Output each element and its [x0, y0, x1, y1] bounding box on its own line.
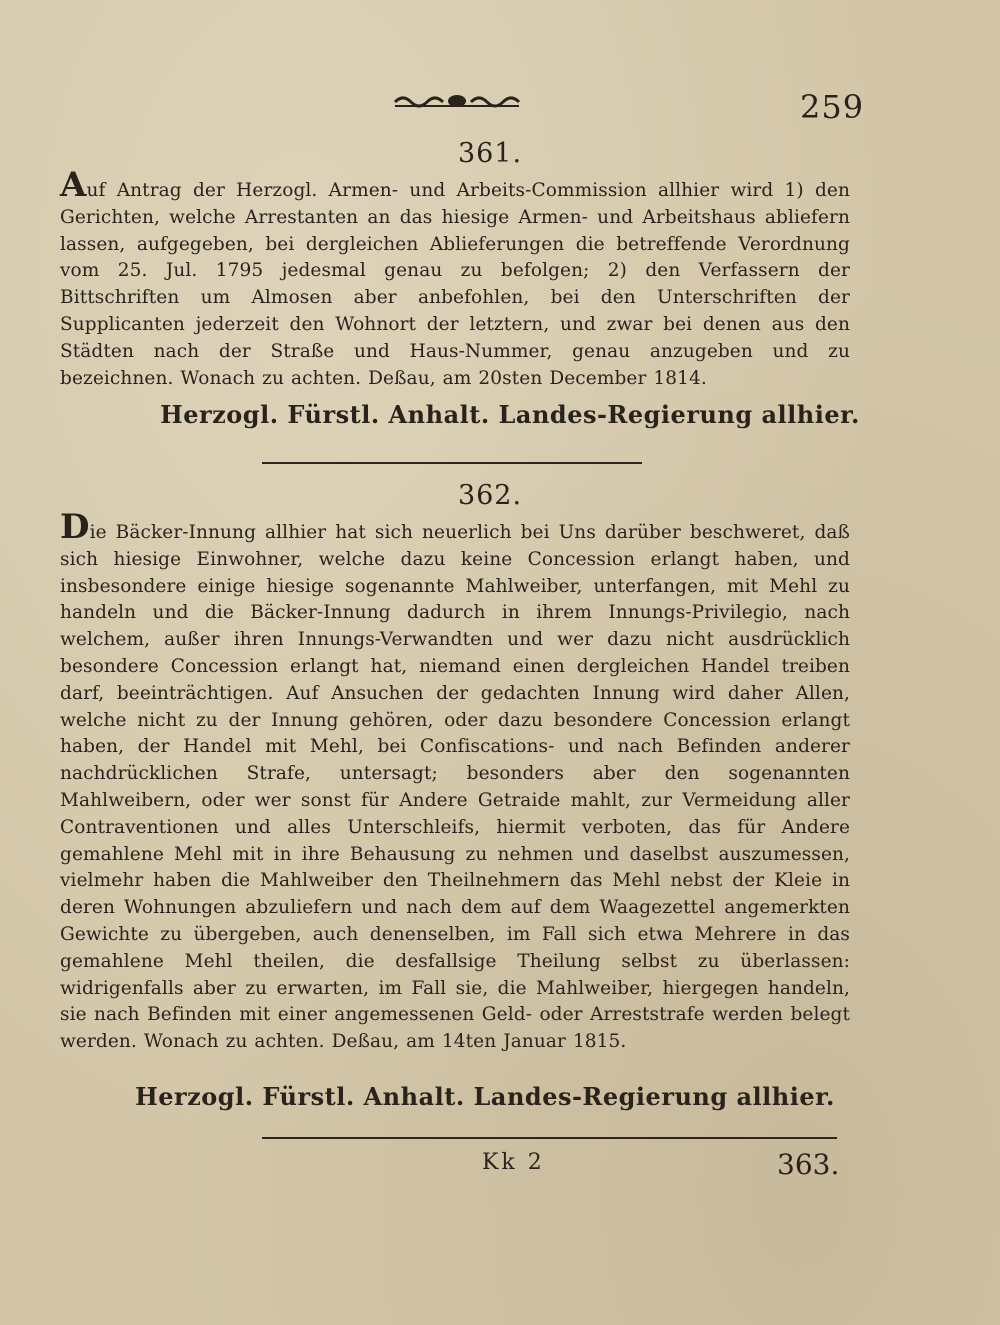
signature-mark: Kk 2	[482, 1150, 545, 1175]
entry-body: ie Bäcker-Innung allhier hat sich neuerlich bei Uns darüber beschweret, daß sich hiesige Einwohner, welche dazu keine Concession erlangt haben, und insbesondere einige hiesige sogenannte Mahlweiber, unterfangen, mit Mehl zu handeln und die Bäcker-Innung dadurch in ihrem Innungs-Privilegio, nach welchem, außer ihren Innungs-Verwandten und wer dazu nicht ausdrücklich besondere Concession erlangt hat, niemand einen dergleichen Handel treiben darf, beeinträchtigen. Auf Ansuchen der gedachten Innung wird daher Allen, welche nicht zu der Innung gehören, oder dazu besondere Concession erlangt haben, der Handel mit Mehl, bei Confiscations- und nach Befinden anderer nachdrücklichen Strafe, untersagt; besonders aber den sogenannten Mahlweibern, oder wer sonst für Andere Getraide mahlt, zur Vermeidung aller Contraventionen und alles Unterschleifs, hiermit verboten, das für Andere gemahlene Mehl mit in ihre Behausung zu nehmen und daselbst auszumessen, vielmehr haben die Mahlweiber den Theilnehmern das Mehl nebst der Kleie in deren Wohnungen abzuliefern und nach dem auf dem Waagezettel angemerkten Gewichte zu übergeben, auch denenselben, im Fall sich etwa Mehrere in das gemahlene Mehl theilen, die desfallsige Theilung selbst zu überlassen: widrigenfalls aber zu erwarten, im Fall sie, die Mahlweiber, hiergegen handeln, sie nach Befinden mit einer angemessenen Geld- oder Arreststrafe werden belegt werden. Wonach zu achten. Deßau, am 14ten Januar 1815.	[60, 522, 850, 1053]
dropcap: D	[60, 507, 90, 547]
footer-divider	[262, 1137, 837, 1139]
page-number: 259	[800, 88, 865, 126]
section-divider	[262, 462, 642, 464]
dropcap: A	[60, 165, 87, 205]
signature-361: Herzogl. Fürstl. Anhalt. Landes-Regierung allhier.	[160, 400, 860, 429]
signature-362: Herzogl. Fürstl. Anhalt. Landes-Regierung allhier.	[135, 1082, 835, 1111]
entry-text-361	[60, 165, 850, 392]
header-ornament	[393, 90, 521, 110]
entry-number-362: 362.	[457, 480, 523, 511]
catchword: 363.	[777, 1148, 840, 1181]
entry-text-362	[60, 507, 850, 1056]
entry-number-361: 361.	[457, 138, 523, 169]
entry-body: uf Antrag der Herzogl. Armen- und Arbeits-Commission allhier wird 1) den Gerichten, welche Arrestanten an das hiesige Armen- und Arbeitshaus abliefern lassen, aufgegeben, bei dergleichen Ablieferungen die betreffende Verordnung vom 25. Jul. 1795 jedesmal genau zu befolgen; 2) den Verfassern der Bittschriften um Almosen aber anbefohlen, bei den Unterschriften der Supplicanten jederzeit den Wohnort der letztern, und zwar bei denen aus den Städten nach der Straße und Haus-Nummer, genau anzugeben und zu bezeichnen. Wonach zu achten. Deßau, am 20sten December 1814.	[60, 180, 850, 389]
